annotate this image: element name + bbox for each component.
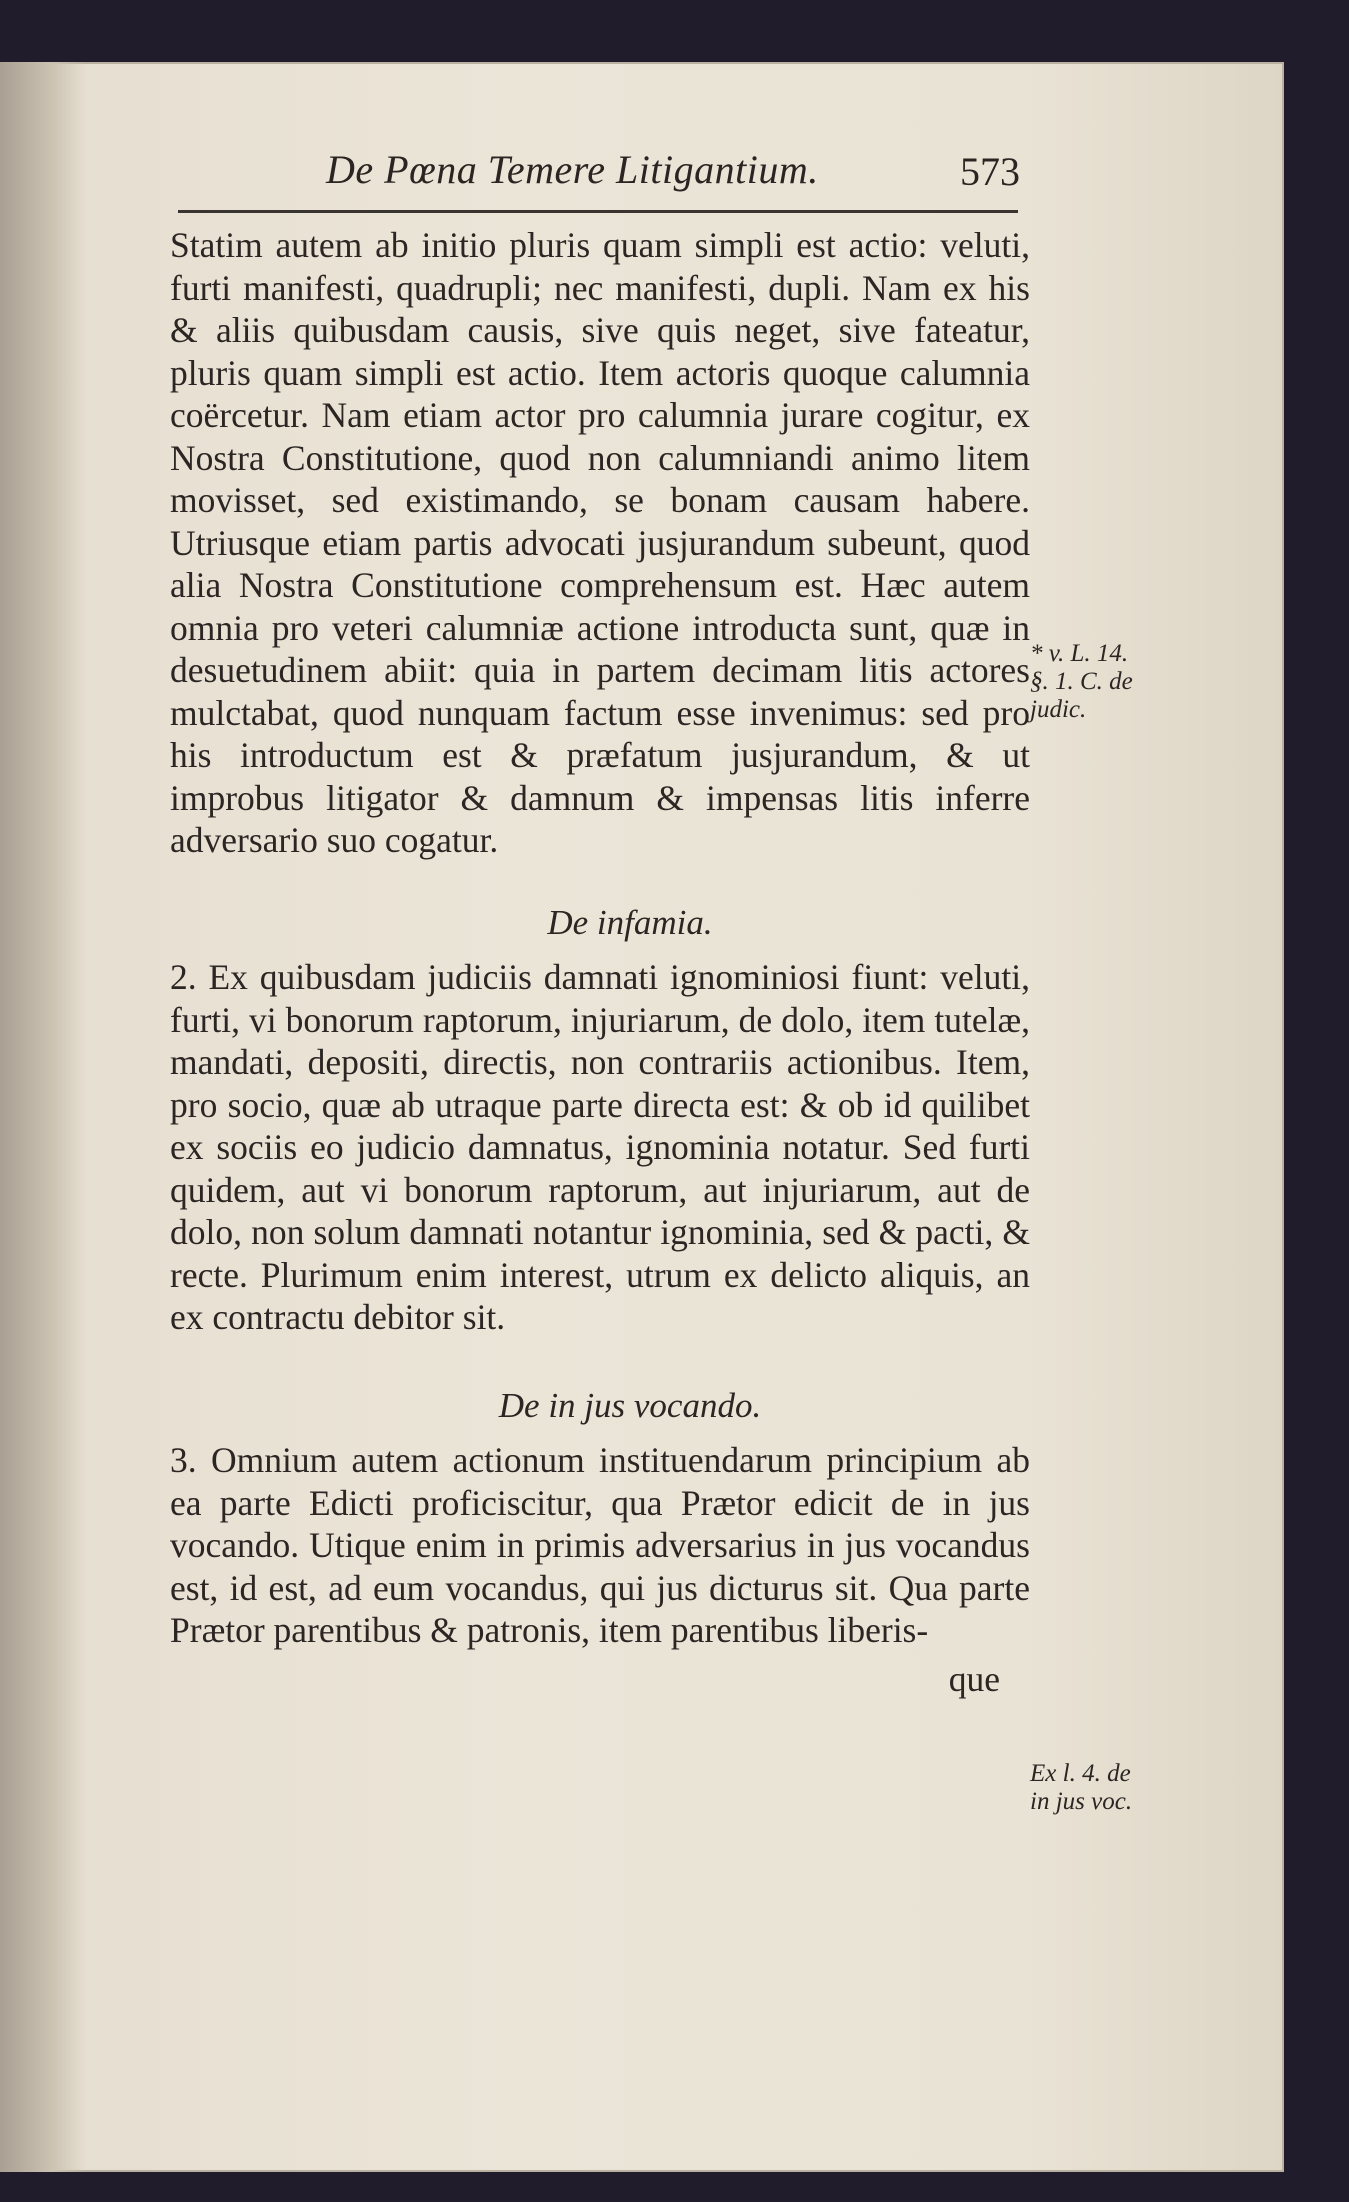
page-number: 573 bbox=[960, 149, 1020, 194]
margin-note-line: judic. bbox=[1030, 696, 1087, 723]
margin-note-2 bbox=[1030, 1760, 1190, 1816]
paragraph-in-jus-vocando: 3. Omnium autem actionum instituendarum principium ab ea parte Edicti proficiscitur, qua Prætor edicit de in jus vocando. Utique enim in primis adversarius in jus vocandus est, id est, ad eum vocandus, qui jus dicturus sit. Qua parte Prætor parentibus & patronis, item parentibus liberis- bbox=[170, 1440, 1030, 1650]
margin-note-line: §. 1. C. de bbox=[1030, 668, 1133, 695]
page-gutter bbox=[0, 62, 86, 2172]
margin-note-line: Ex l. 4. de bbox=[1030, 1760, 1131, 1787]
page-header bbox=[160, 140, 1020, 200]
paragraph-calumnia: Statim autem ab initio pluris quam simpli est actio: veluti, furti manifesti, quadrupli; nec manifesti, dupli. Nam ex his & aliis quibusdam causis, sive quis neget, sive fateatur, pluris quam simpli est actio. Item actoris quoque calumnia coërcetur. Nam etiam actor pro calumnia jurare cogitur, ex Nostra Constitutione, quod non calumniandi animo litem movisset, sed existimando, se bonam causam habere. Utriusque etiam partis advocati jusjurandum subeunt, quod alia Nostra Constitutione comprehensum est. Hæc autem omnia pro veteri calumniæ actione introducta sunt, quæ in desuetudinem abiit: quia in partem decimam litis actores mulctabat, quod nunquam factum esse invenimus: sed pro his introductum est & præfatum jusjurandum, & ut improbus litigator & damnum & impensas litis inferre adversario suo cogatur. bbox=[170, 225, 1030, 860]
margin-note-line: * v. L. 14. bbox=[1030, 640, 1129, 667]
paragraph-infamia: 2. Ex quibusdam judiciis damnati ignominiosi fiunt: veluti, furti, vi bonorum raptorum, injuriarum, de dolo, item tutelæ, mandati, depositi, directis, non contrariis actionibus. Item, pro socio, quæ ab utraque parte directa est: & ob id quilibet ex sociis eo judicio damnatus, ignominia notatur. Sed furti quidem, aut vi bonorum raptorum, aut injuriarum, aut de dolo, non solum damnati notantur ignominia, sed & pacti, & recte. Plurimum enim interest, utrum ex delicto aliquis, an ex contractu debitor sit. bbox=[170, 957, 1030, 1337]
margin-note-line: in jus voc. bbox=[1030, 1788, 1133, 1815]
header-rule bbox=[178, 210, 1018, 213]
running-title: De Pœna Temere Litigantium. bbox=[326, 147, 819, 192]
section-heading-in-jus-vocando: De in jus vocando. bbox=[498, 1385, 762, 1425]
margin-note-1 bbox=[1030, 640, 1190, 724]
page-body bbox=[170, 224, 1030, 1700]
catchword: que bbox=[948, 1658, 1000, 1699]
section-heading-infamia: De infamia. bbox=[547, 902, 713, 942]
